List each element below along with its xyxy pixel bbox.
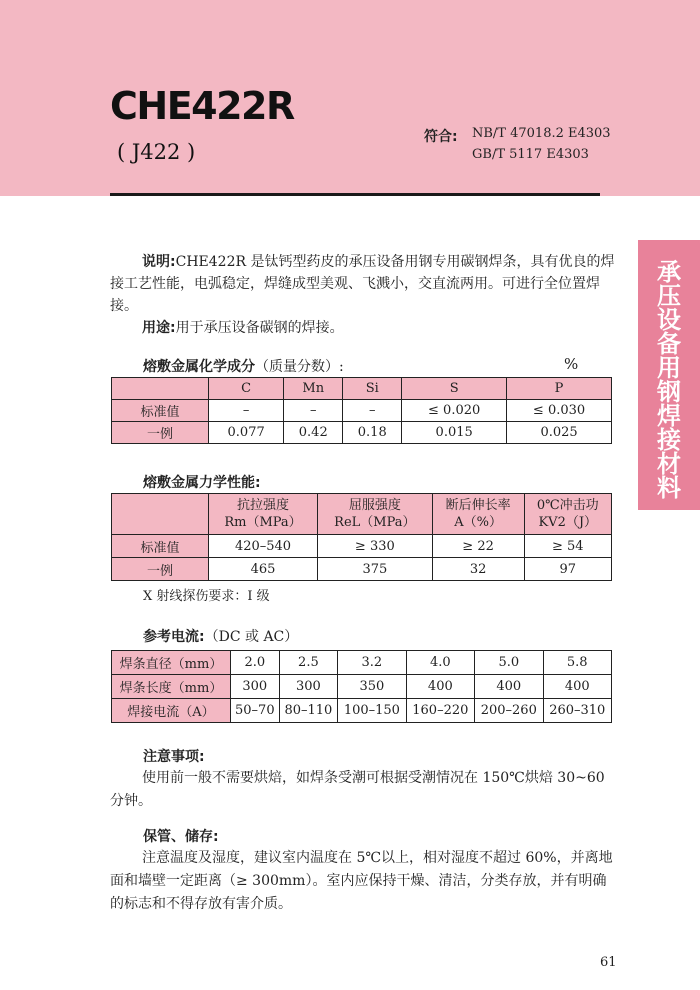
header-line-1: 屈服强度 (348, 498, 401, 513)
description-paragraph (110, 251, 620, 317)
current-heading-paren: （DC 或 AC） (204, 629, 299, 645)
table-cell: ≤ 0.030 (507, 400, 612, 422)
header-line-2: KV2（J） (538, 515, 598, 530)
side-tab-char: 用 (657, 354, 681, 382)
table-cell: 3.2 (338, 651, 406, 675)
table-row (112, 400, 612, 422)
xray-requirement: X 射线探伤要求：I 级 (143, 589, 270, 604)
table-header-cell: S (402, 378, 507, 400)
table-cell: 97 (524, 558, 611, 581)
table-cell: 300 (279, 675, 338, 699)
table-cell: 50–70 (231, 699, 280, 723)
current-heading (143, 626, 298, 646)
table-cell: 420–540 (209, 535, 318, 558)
table-cell: 0.42 (284, 422, 343, 444)
table-cell: ≤ 0.020 (402, 400, 507, 422)
table-cell: 100–150 (338, 699, 406, 723)
table-cell: 375 (318, 558, 433, 581)
current-heading-text: 参考电流: (143, 629, 205, 645)
table-cell: ≥ 330 (318, 535, 433, 558)
table-row-header: 一例 (112, 558, 209, 581)
table-header-row (112, 378, 612, 400)
standards-label: 符合: (424, 129, 458, 145)
table-row (112, 675, 612, 699)
mech-table (111, 493, 612, 581)
chem-unit: % (564, 355, 579, 373)
table-cell: 350 (338, 675, 406, 699)
description-text: CHE422R 是钛钙型药皮的承压设备用钢专用碳钢焊条，具有优良的焊接工艺性能，电弧稳定，焊缝成型美观、飞溅小，交直流两用。可进行全位置焊接。 (110, 254, 615, 314)
table-cell: 0.015 (402, 422, 507, 444)
table-cell: 0.18 (343, 422, 402, 444)
table-cell: 400 (475, 675, 543, 699)
table-header-cell (318, 494, 433, 535)
usage-label: 用途: (142, 320, 176, 336)
chem-heading (143, 356, 344, 376)
side-tab-char: 钢 (657, 378, 681, 406)
side-tab-char: 设 (657, 306, 681, 334)
side-category-tab[interactable] (638, 240, 700, 510)
table-cell: 400 (406, 675, 474, 699)
table-row-header: 标准值 (112, 400, 209, 422)
table-row (112, 558, 612, 581)
table-cell: 32 (432, 558, 524, 581)
table-cell: 0.077 (209, 422, 284, 444)
table-cell: 80–110 (279, 699, 338, 723)
table-header-cell (112, 494, 209, 535)
side-tab-char: 备 (657, 330, 681, 358)
table-cell: 260–310 (543, 699, 611, 723)
table-header-cell: C (209, 378, 284, 400)
table-row (112, 699, 612, 723)
table-row (112, 422, 612, 444)
table-row-header: 标准值 (112, 535, 209, 558)
table-cell: – (209, 400, 284, 422)
table-header-cell (524, 494, 611, 535)
current-table (111, 650, 612, 723)
table-row-header: 一例 (112, 422, 209, 444)
table-header-cell (112, 378, 209, 400)
table-cell: 465 (209, 558, 318, 581)
storage-text: 注意温度及湿度，建议室内温度在 5℃以上，相对湿度不超过 60%，并离地面和墙壁一定距离（≥ 300mm）。室内应保持干燥、清洁，分类存放，并有明确的标志和不得存放有害介质。 (110, 850, 613, 912)
table-row-header: 焊条长度（mm） (112, 675, 231, 699)
table-header-cell: Mn (284, 378, 343, 400)
table-cell: 300 (231, 675, 280, 699)
table-cell: – (343, 400, 402, 422)
table-cell: ≥ 54 (524, 535, 611, 558)
table-row-header: 焊接电流（A） (112, 699, 231, 723)
header-line-2: Rm（MPa） (224, 515, 302, 530)
table-cell: 5.0 (475, 651, 543, 675)
table-row (112, 651, 612, 675)
table-header-cell (209, 494, 318, 535)
table-cell: 2.5 (279, 651, 338, 675)
page-number: 61 (600, 955, 617, 970)
chem-heading-paren: （质量分数）: (255, 359, 344, 375)
side-tab-label (638, 260, 700, 500)
side-tab-char: 材 (657, 450, 681, 478)
product-subtitle: ( J422 ) (117, 140, 196, 164)
table-cell: 200–260 (475, 699, 543, 723)
chem-heading-text: 熔敷金属化学成分 (143, 359, 255, 375)
table-cell: 4.0 (406, 651, 474, 675)
table-cell: – (284, 400, 343, 422)
table-row-header: 焊条直径（mm） (112, 651, 231, 675)
header-line-2: ReL（MPa） (334, 515, 416, 530)
table-header-cell: P (507, 378, 612, 400)
header-divider (110, 193, 600, 196)
header-line-1: 断后伸长率 (445, 498, 511, 513)
table-cell: 160–220 (406, 699, 474, 723)
standard-1: NB/T 47018.2 E4303 (472, 126, 611, 141)
table-row (112, 535, 612, 558)
standard-2: GB/T 5117 E4303 (472, 147, 589, 162)
notes-heading: 注意事项: (143, 749, 205, 765)
storage-heading: 保管、储存: (143, 829, 219, 845)
chem-table (111, 377, 612, 444)
header-line-1: 0℃冲击功 (536, 498, 599, 513)
table-cell: 0.025 (507, 422, 612, 444)
side-tab-char: 接 (657, 426, 681, 454)
notes-text: 使用前一般不需要烘焙，如焊条受潮可根据受潮情况在 150℃烘焙 30~60 分钟。 (110, 770, 605, 809)
usage-paragraph (110, 317, 620, 339)
header-line-1: 抗拉强度 (237, 498, 290, 513)
side-tab-char: 压 (657, 282, 681, 310)
description-label: 说明: (142, 254, 176, 270)
table-cell: 2.0 (231, 651, 280, 675)
table-cell: 400 (543, 675, 611, 699)
table-header-cell: Si (343, 378, 402, 400)
side-tab-char: 焊 (657, 402, 681, 430)
side-tab-char: 承 (657, 258, 681, 286)
table-cell: 5.8 (543, 651, 611, 675)
mech-heading: 熔敷金属力学性能: (143, 475, 261, 491)
header-band (0, 0, 700, 196)
table-cell: ≥ 22 (432, 535, 524, 558)
table-header-row (112, 494, 612, 535)
side-tab-char: 料 (657, 474, 681, 502)
product-title: CHE422R (110, 84, 294, 128)
table-header-cell (432, 494, 524, 535)
header-line-2: A（%） (454, 515, 502, 530)
usage-text: 用于承压设备碳钢的焊接。 (175, 320, 344, 336)
